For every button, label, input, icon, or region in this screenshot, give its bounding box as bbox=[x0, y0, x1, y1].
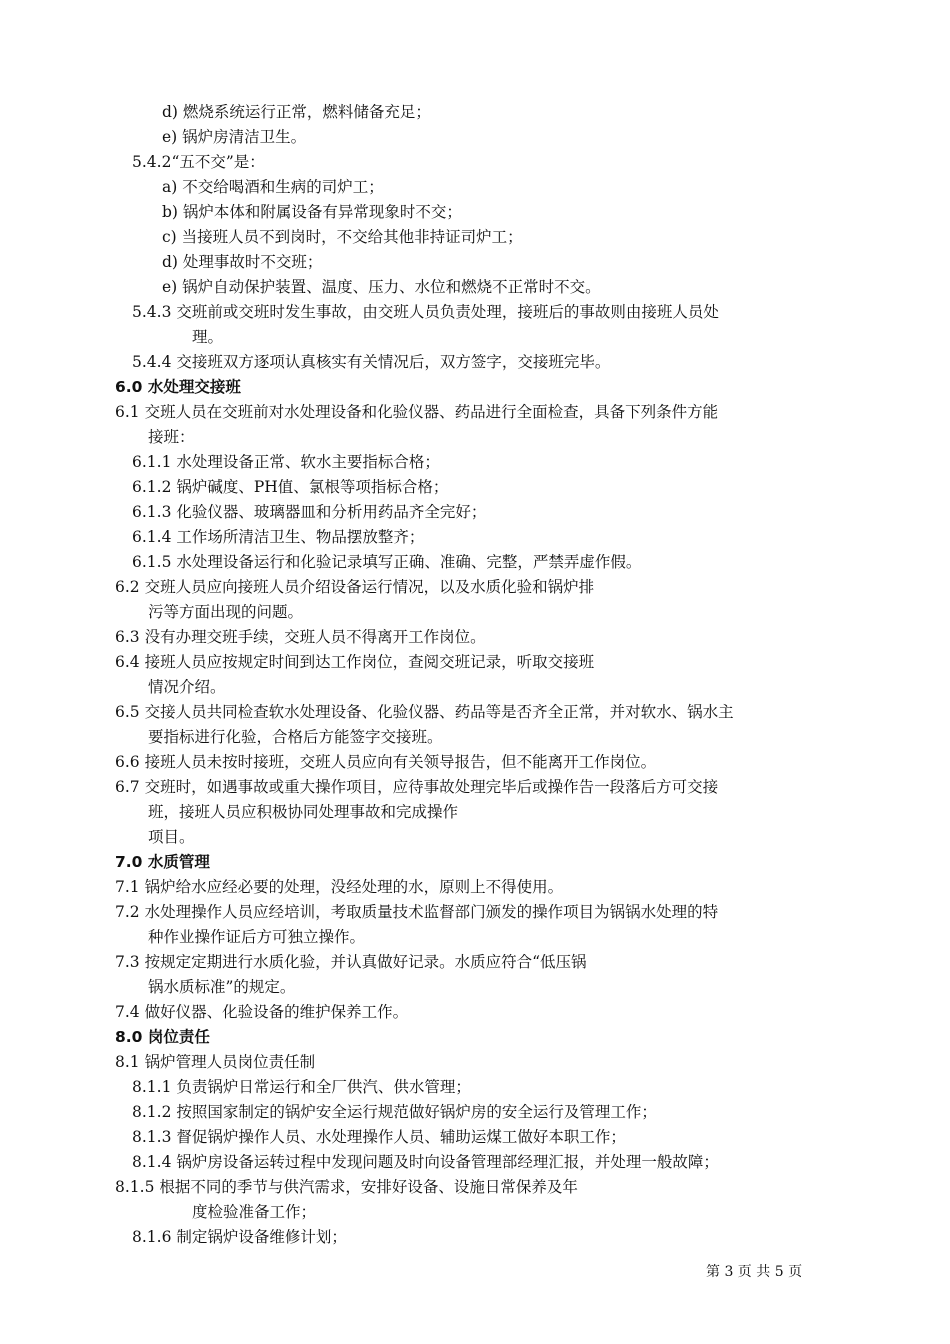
text-line: 6.1.2 锅炉碱度、PH值、氯根等项指标合格； bbox=[132, 478, 449, 496]
text-line: 6.1.1 水处理设备正常、软水主要指标合格； bbox=[132, 453, 440, 471]
text-line: 6.3 没有办理交班手续，交班人员不得离开工作岗位。 bbox=[115, 628, 486, 646]
text-line: 5.4.2“五不交”是： bbox=[132, 153, 265, 171]
text-line: 种作业操作证后方可独立操作。 bbox=[148, 928, 366, 946]
text-line: 5.4.3 交班前或交班时发生事故，由交班人员负责处理，接班后的事故则由接班人员处 bbox=[132, 303, 719, 321]
text-line: 8.1 锅炉管理人员岗位责任制 bbox=[115, 1053, 316, 1071]
text-line: 接班： bbox=[148, 428, 195, 446]
page-number: 第 3 页 共 5 页 bbox=[706, 1264, 803, 1280]
text-line: 6.4 接班人员应按规定时间到达工作岗位，查阅交班记录，听取交接班 bbox=[115, 653, 595, 671]
text-line: 6.7 交班时，如遇事故或重大操作项目，应待事故处理完毕后或操作告一段落后方可交接 bbox=[115, 778, 719, 796]
text-line: 7.3 按规定定期进行水质化验，并认真做好记录。水质应符合“低压锅 bbox=[115, 953, 587, 971]
text-line: 6.1.5 水处理设备运行和化验记录填写正确、准确、完整，严禁弄虚作假。 bbox=[132, 553, 642, 571]
text-line: 6.1.3 化验仪器、玻璃器皿和分析用药品齐全完好； bbox=[132, 503, 487, 521]
section-heading: 6.0 水处理交接班 bbox=[115, 378, 241, 396]
text-line: 8.1.6 制定锅炉设备维修计划； bbox=[132, 1228, 347, 1246]
text-line: 要指标进行化验，合格后方能签字交接班。 bbox=[148, 728, 443, 746]
text-line: 6.5 交接人员共同检查软水处理设备、化验仪器、药品等是否齐全正常，并对软水、锅水主 bbox=[115, 703, 734, 721]
text-line: 6.1 交班人员在交班前对水处理设备和化验仪器、药品进行全面检查，具备下列条件方能 bbox=[115, 403, 719, 421]
text-line: 8.1.4 锅炉房设备运转过程中发现问题及时向设备管理部经理汇报，并处理一般故障； bbox=[132, 1153, 719, 1171]
text-line: 6.2 交班人员应向接班人员介绍设备运行情况，以及水质化验和锅炉排 bbox=[115, 578, 595, 596]
text-line: c) 当接班人员不到岗时，不交给其他非持证司炉工； bbox=[162, 228, 523, 246]
text-line: e) 锅炉房清洁卫生。 bbox=[162, 128, 307, 146]
text-line: d) 处理事故时不交班； bbox=[162, 253, 323, 271]
text-line: d) 燃烧系统运行正常，燃料储备充足； bbox=[162, 103, 431, 121]
text-line: 5.4.4 交接班双方逐项认真核实有关情况后，双方签字，交接班完毕。 bbox=[132, 353, 611, 371]
text-line: e) 锅炉自动保护装置、温度、压力、水位和燃烧不正常时不交。 bbox=[162, 278, 601, 296]
text-line: 6.1.4 工作场所清洁卫生、物品摆放整齐； bbox=[132, 528, 425, 546]
text-line: b) 锅炉本体和附属设备有异常现象时不交； bbox=[162, 203, 462, 221]
text-line: 污等方面出现的问题。 bbox=[148, 603, 304, 621]
section-heading: 7.0 水质管理 bbox=[115, 853, 210, 871]
text-line: 班，接班人员应积极协同处理事故和完成操作 bbox=[148, 803, 459, 821]
text-line: 8.1.2 按照国家制定的锅炉安全运行规范做好锅炉房的安全运行及管理工作； bbox=[132, 1103, 657, 1121]
text-line: 8.1.1 负责锅炉日常运行和全厂供汽、供水管理； bbox=[132, 1078, 471, 1096]
text-line: 8.1.3 督促锅炉操作人员、水处理操作人员、辅助运煤工做好本职工作； bbox=[132, 1128, 626, 1146]
text-line: 度检验准备工作； bbox=[192, 1203, 317, 1221]
text-line: 6.6 接班人员未按时接班，交班人员应向有关领导报告，但不能离开工作岗位。 bbox=[115, 753, 657, 771]
text-line: 7.2 水处理操作人员应经培训，考取质量技术监督部门颁发的操作项目为锅锅水处理的特 bbox=[115, 903, 719, 921]
text-line: 锅水质标准”的规定。 bbox=[148, 978, 296, 996]
text-line: 项目。 bbox=[148, 828, 195, 846]
text-line: 7.1 锅炉给水应经必要的处理，没经处理的水，原则上不得使用。 bbox=[115, 878, 564, 896]
text-line: 理。 bbox=[192, 328, 224, 346]
text-line: 7.4 做好仪器、化验设备的维护保养工作。 bbox=[115, 1003, 409, 1021]
text-line: 情况介绍。 bbox=[148, 678, 226, 696]
section-heading: 8.0 岗位责任 bbox=[115, 1028, 210, 1046]
text-line: a) 不交给喝酒和生病的司炉工； bbox=[162, 178, 384, 196]
text-line: 8.1.5 根据不同的季节与供汽需求，安排好设备、设施日常保养及年 bbox=[115, 1178, 578, 1196]
